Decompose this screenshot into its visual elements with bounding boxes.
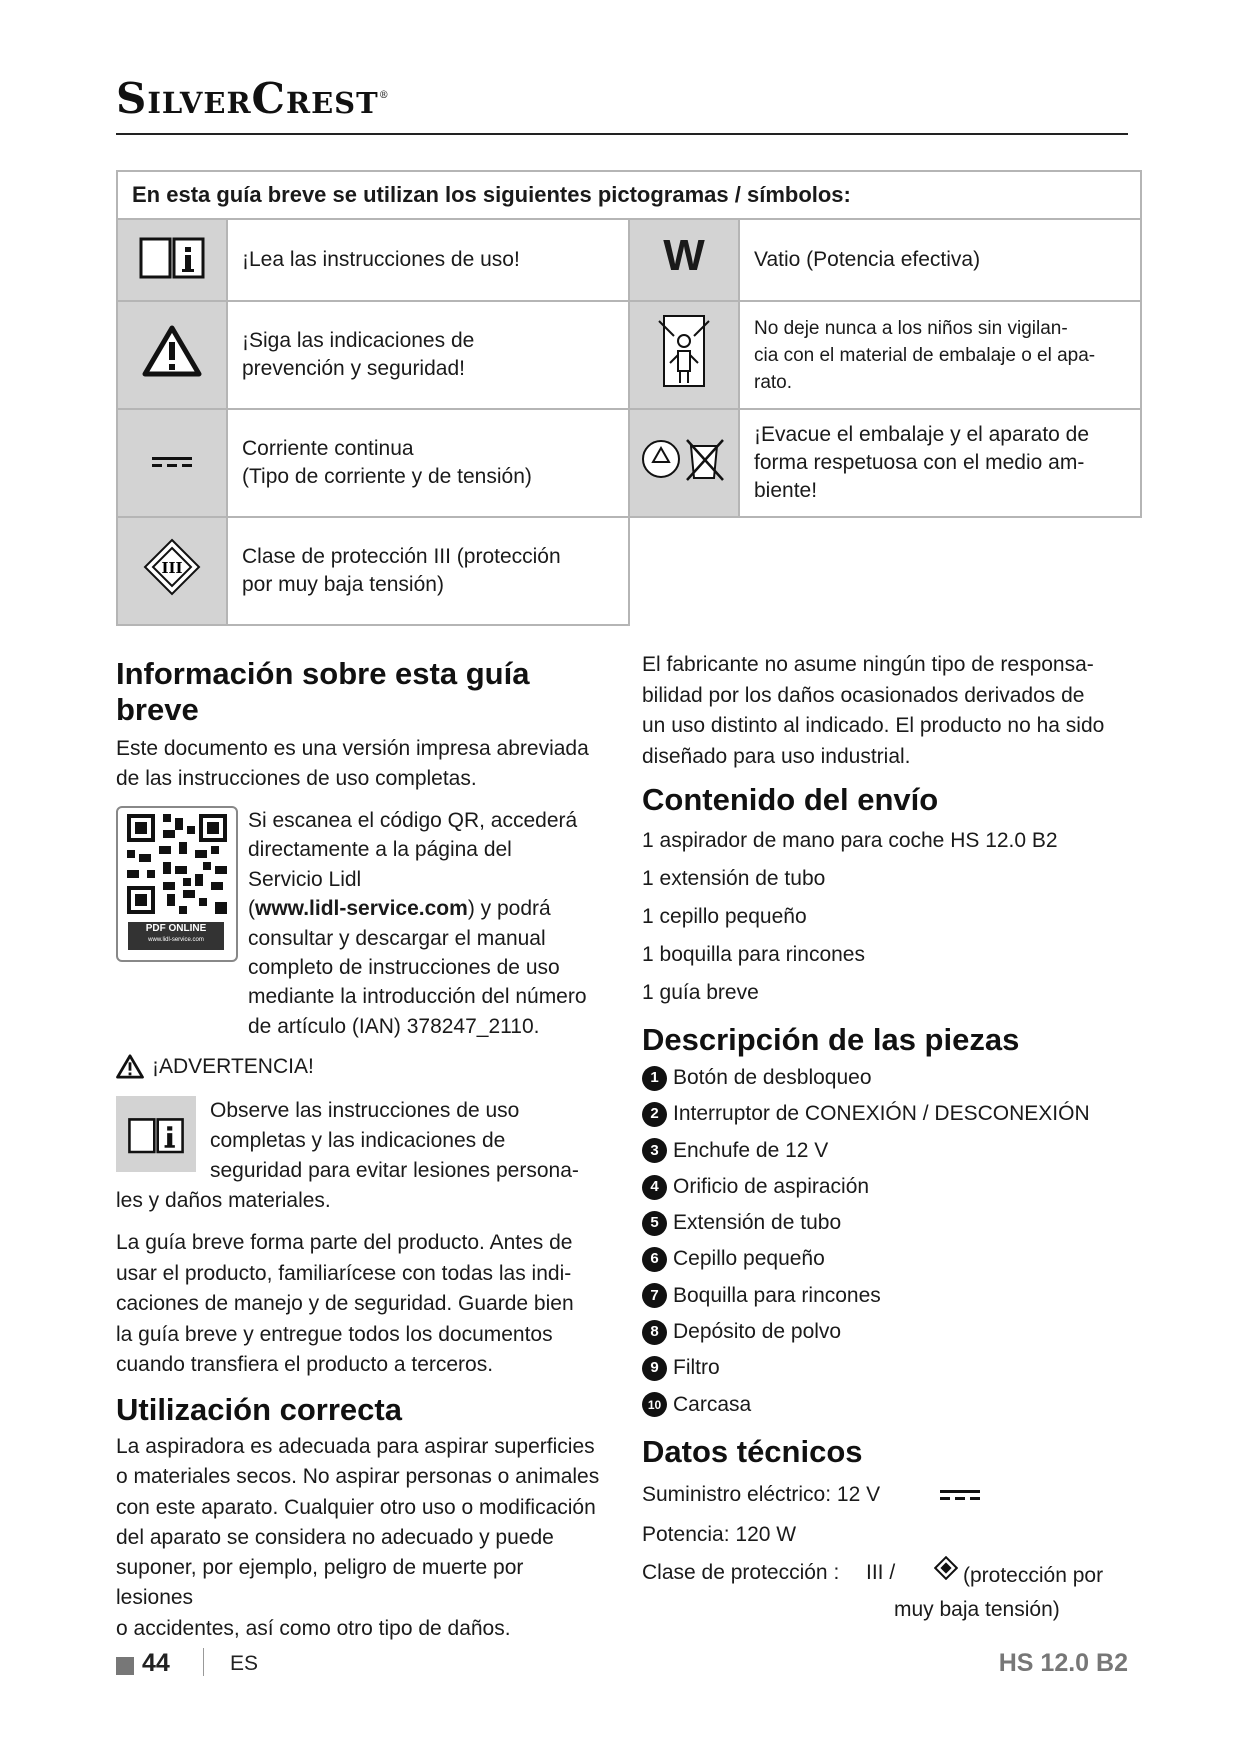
list-item: 7 Boquilla para rincones [642, 1278, 1132, 1314]
recycle-disposal-icon [629, 409, 739, 517]
warning-text-upper: Observe las instrucciones de uso completas y las indicaciones de seguridad para evitar lesiones persona- [210, 1099, 579, 1182]
disposal-text: ¡Evacue el embalaje y el aparato de forma respetuosa con el medio am- biente! [739, 409, 1141, 517]
svg-text:III: III [161, 559, 183, 577]
footer-language: ES [230, 1652, 259, 1675]
liability-paragraph: El fabricante no asume ningún tipo de responsa- bilidad por los daños ocasionados derivados de un uso distinto al indicado. El producto no ha sido diseñado para uso industrial. [642, 653, 1105, 768]
page-number: 44 [142, 1649, 170, 1677]
protection-class-small-icon [934, 1556, 958, 1580]
specs-title: Datos técnicos [642, 1434, 863, 1469]
direct-current-small-icon [938, 1488, 982, 1502]
contents-section [642, 782, 1132, 1012]
list-item: 9 Filtro [642, 1350, 1132, 1386]
footer-divider [203, 1648, 204, 1676]
info-section [116, 656, 606, 794]
list-item: 10 Carcasa [642, 1387, 1132, 1423]
symbols-heading: En esta guía breve se utilizan los siguientes pictogramas / símbolos: [117, 171, 1141, 219]
guide-paragraph: La guía breve forma parte del producto. Antes de usar el producto, familiarícese con todas las indi- caciones de manejo y de seguridad. Guarde bien la guía breve y entregue todos los documentos cuando transfiera el producto a terceros. [116, 1231, 574, 1376]
warning-text-lower: les y daños materiales. [116, 1189, 331, 1212]
list-item: 1 boquilla para rincones [642, 943, 865, 966]
spec-class-desc-l2: muy baja tensión) [894, 1598, 1060, 1621]
footer-square [116, 1657, 134, 1675]
warning-icon [116, 1054, 144, 1079]
use-section [116, 1392, 606, 1644]
contents-title: Contenido del envío [642, 782, 939, 817]
watt-text: Vatio (Potencia efectiva) [739, 219, 1141, 301]
direct-current-text: Corriente continua (Tipo de corriente y de tensión) [227, 409, 629, 517]
parts-section [642, 1022, 1132, 1423]
qr-text: Si escanea el código QR, accederá directamente a la página del Servicio Lidl (www.lidl-service.com) y podrá consultar y descargar el manual completo de instrucciones de uso mediante la introducción del número de artículo (IAN) 378247_2110. [248, 809, 587, 1038]
spec-power: Potencia: 120 W [642, 1523, 797, 1546]
read-manual-text: ¡Lea las instrucciones de uso! [227, 219, 629, 301]
list-item: 6 Cepillo pequeño [642, 1241, 1132, 1277]
info-paragraph: Este documento es una versión impresa abreviada de las instrucciones de uso completas. [116, 737, 589, 790]
list-item: 1 cepillo pequeño [642, 905, 807, 928]
read-manual-small-icon [116, 1096, 196, 1172]
read-manual-icon [117, 219, 227, 301]
lidl-service-link[interactable]: www.lidl-service.com [255, 897, 468, 921]
watt-icon: W [629, 219, 739, 301]
warning-heading: ¡ADVERTENCIA! [116, 1054, 606, 1079]
spec-supply: Suministro eléctrico: 12 V [642, 1483, 881, 1506]
use-title: Utilización correcta [116, 1392, 402, 1427]
footer-model: HS 12.0 B2 [998, 1649, 1128, 1677]
info-title: Información sobre esta guía breve [116, 656, 530, 727]
specs-section [642, 1434, 1132, 1470]
header-rule [116, 133, 1128, 135]
qr-code[interactable] [116, 806, 238, 962]
list-item: 5 Extensión de tubo [642, 1205, 1132, 1241]
child-packaging-icon [629, 301, 739, 409]
list-item: 1 Botón de desbloqueo [642, 1060, 1132, 1096]
warning-triangle-icon [117, 301, 227, 409]
brand-logo: SilverCrest® [116, 74, 390, 123]
list-item: 1 aspirador de mano para coche HS 12.0 B2 [642, 829, 1058, 852]
protection-class-text: Clase de protección III (protección por muy baja tensión) [227, 517, 629, 625]
list-item: 1 extensión de tubo [642, 867, 826, 890]
list-item: 4 Orificio de aspiración [642, 1169, 1132, 1205]
list-item: 1 guía breve [642, 981, 759, 1004]
parts-title: Descripción de las piezas [642, 1022, 1020, 1057]
list-item: 8 Depósito de polvo [642, 1314, 1132, 1350]
spec-class-value: III / [866, 1561, 896, 1584]
spec-class-label: Clase de protección : [642, 1561, 840, 1584]
use-paragraph: La aspiradora es adecuada para aspirar superficies o materiales secos. No aspirar personas o animales con este aparato. Cualquier otro uso o modificación del aparato se considera no adecuado y puede suponer, por ejemplo, peligro de muerte por lesiones o accidentes, así como otro tipo de daños. [116, 1435, 600, 1640]
children-text: No deje nunca a los niños sin vigilan- cia con el material de embalaje o el apa- rato. [739, 301, 1141, 409]
symbols-table [116, 170, 1142, 626]
direct-current-icon [117, 409, 227, 517]
pdf-online-badge: PDF ONLINE www.lidl-service.com [128, 922, 224, 950]
spec-class-desc-l1: (protección por [963, 1564, 1104, 1587]
list-item: 3 Enchufe de 12 V [642, 1133, 1132, 1169]
list-item: 2 Interruptor de CONEXIÓN / DESCONEXIÓN [642, 1096, 1132, 1132]
warning-text: ¡Siga las indicaciones de prevención y seguridad! [227, 301, 629, 409]
protection-class-3-icon [117, 517, 227, 625]
